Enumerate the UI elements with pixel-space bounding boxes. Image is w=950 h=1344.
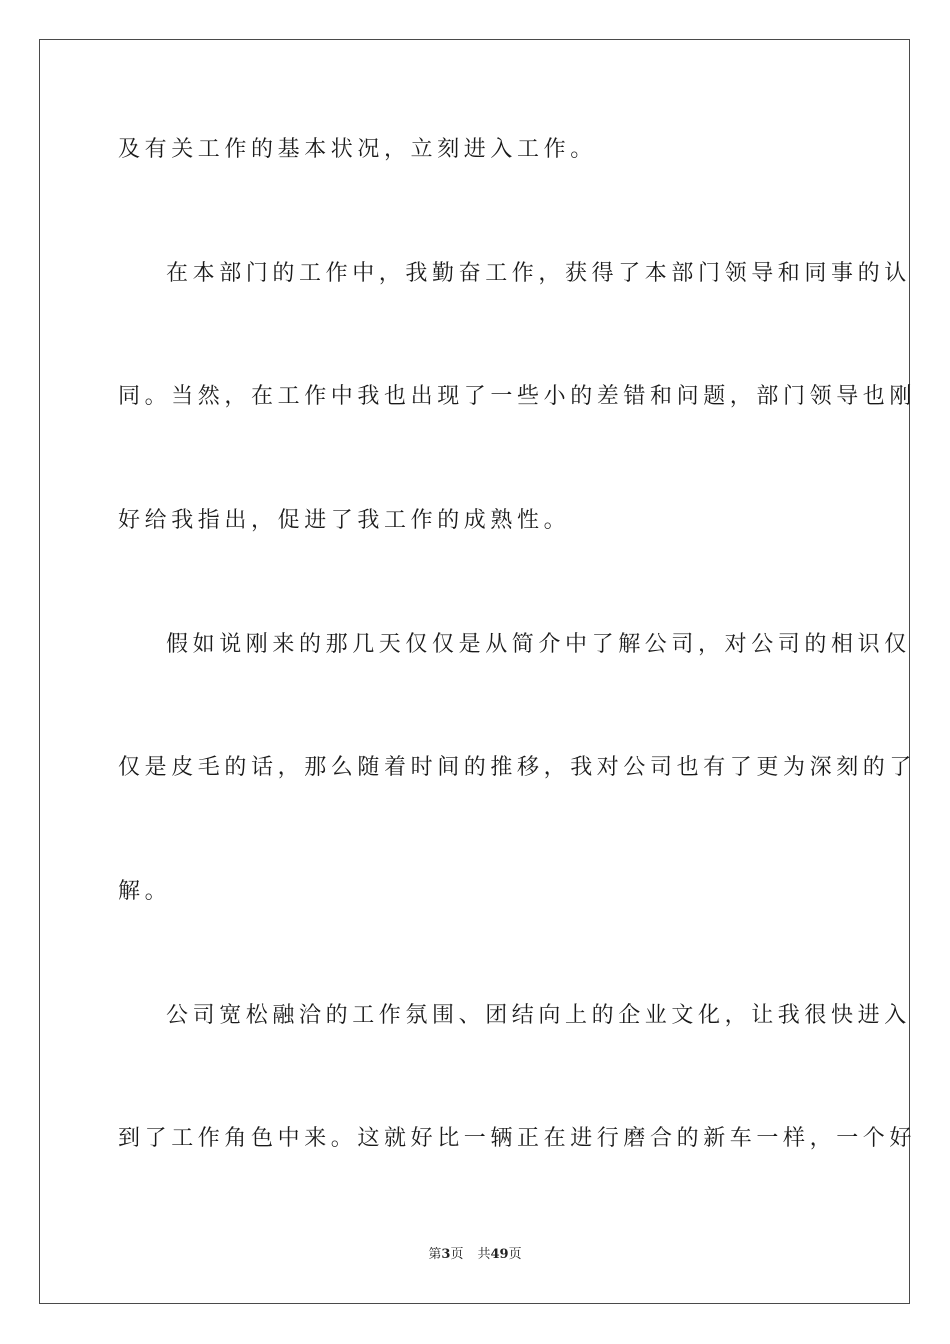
body-text-line: 及有关工作的基本状况，立刻进入工作。 [118, 137, 597, 162]
page-footer [0, 1246, 950, 1264]
body-text-line: 解。 [118, 879, 172, 904]
page-border [39, 39, 917, 1304]
body-text-line: 在本部门的工作中，我勤奋工作，获得了本部门领导和同事的认 [166, 261, 911, 286]
body-text-line: 仅是皮毛的话，那么随着时间的推移，我对公司也有了更为深刻的了 [118, 755, 917, 780]
body-text-line: 假如说刚来的那几天仅仅是从简介中了解公司，对公司的相识仅 [166, 632, 911, 657]
page-label-suffix: 页 [450, 1247, 464, 1262]
body-text-line: 到了工作角色中来。这就好比一辆正在进行磨合的新车一样，一个好 [118, 1126, 917, 1151]
body-text-line: 同。当然，在工作中我也出现了一些小的差错和问题，部门领导也刚 [118, 384, 917, 409]
body-text-line: 好给我指出，促进了我工作的成熟性。 [118, 508, 571, 533]
total-pages: 49 [490, 1247, 509, 1262]
total-label-prefix: 共 [477, 1247, 491, 1262]
total-label-suffix: 页 [508, 1247, 522, 1262]
body-text-line: 公司宽松融洽的工作氛围、团结向上的企业文化，让我很快进入 [166, 1003, 911, 1028]
page-label-prefix: 第 [428, 1247, 442, 1262]
page-number: 3 [441, 1247, 451, 1262]
